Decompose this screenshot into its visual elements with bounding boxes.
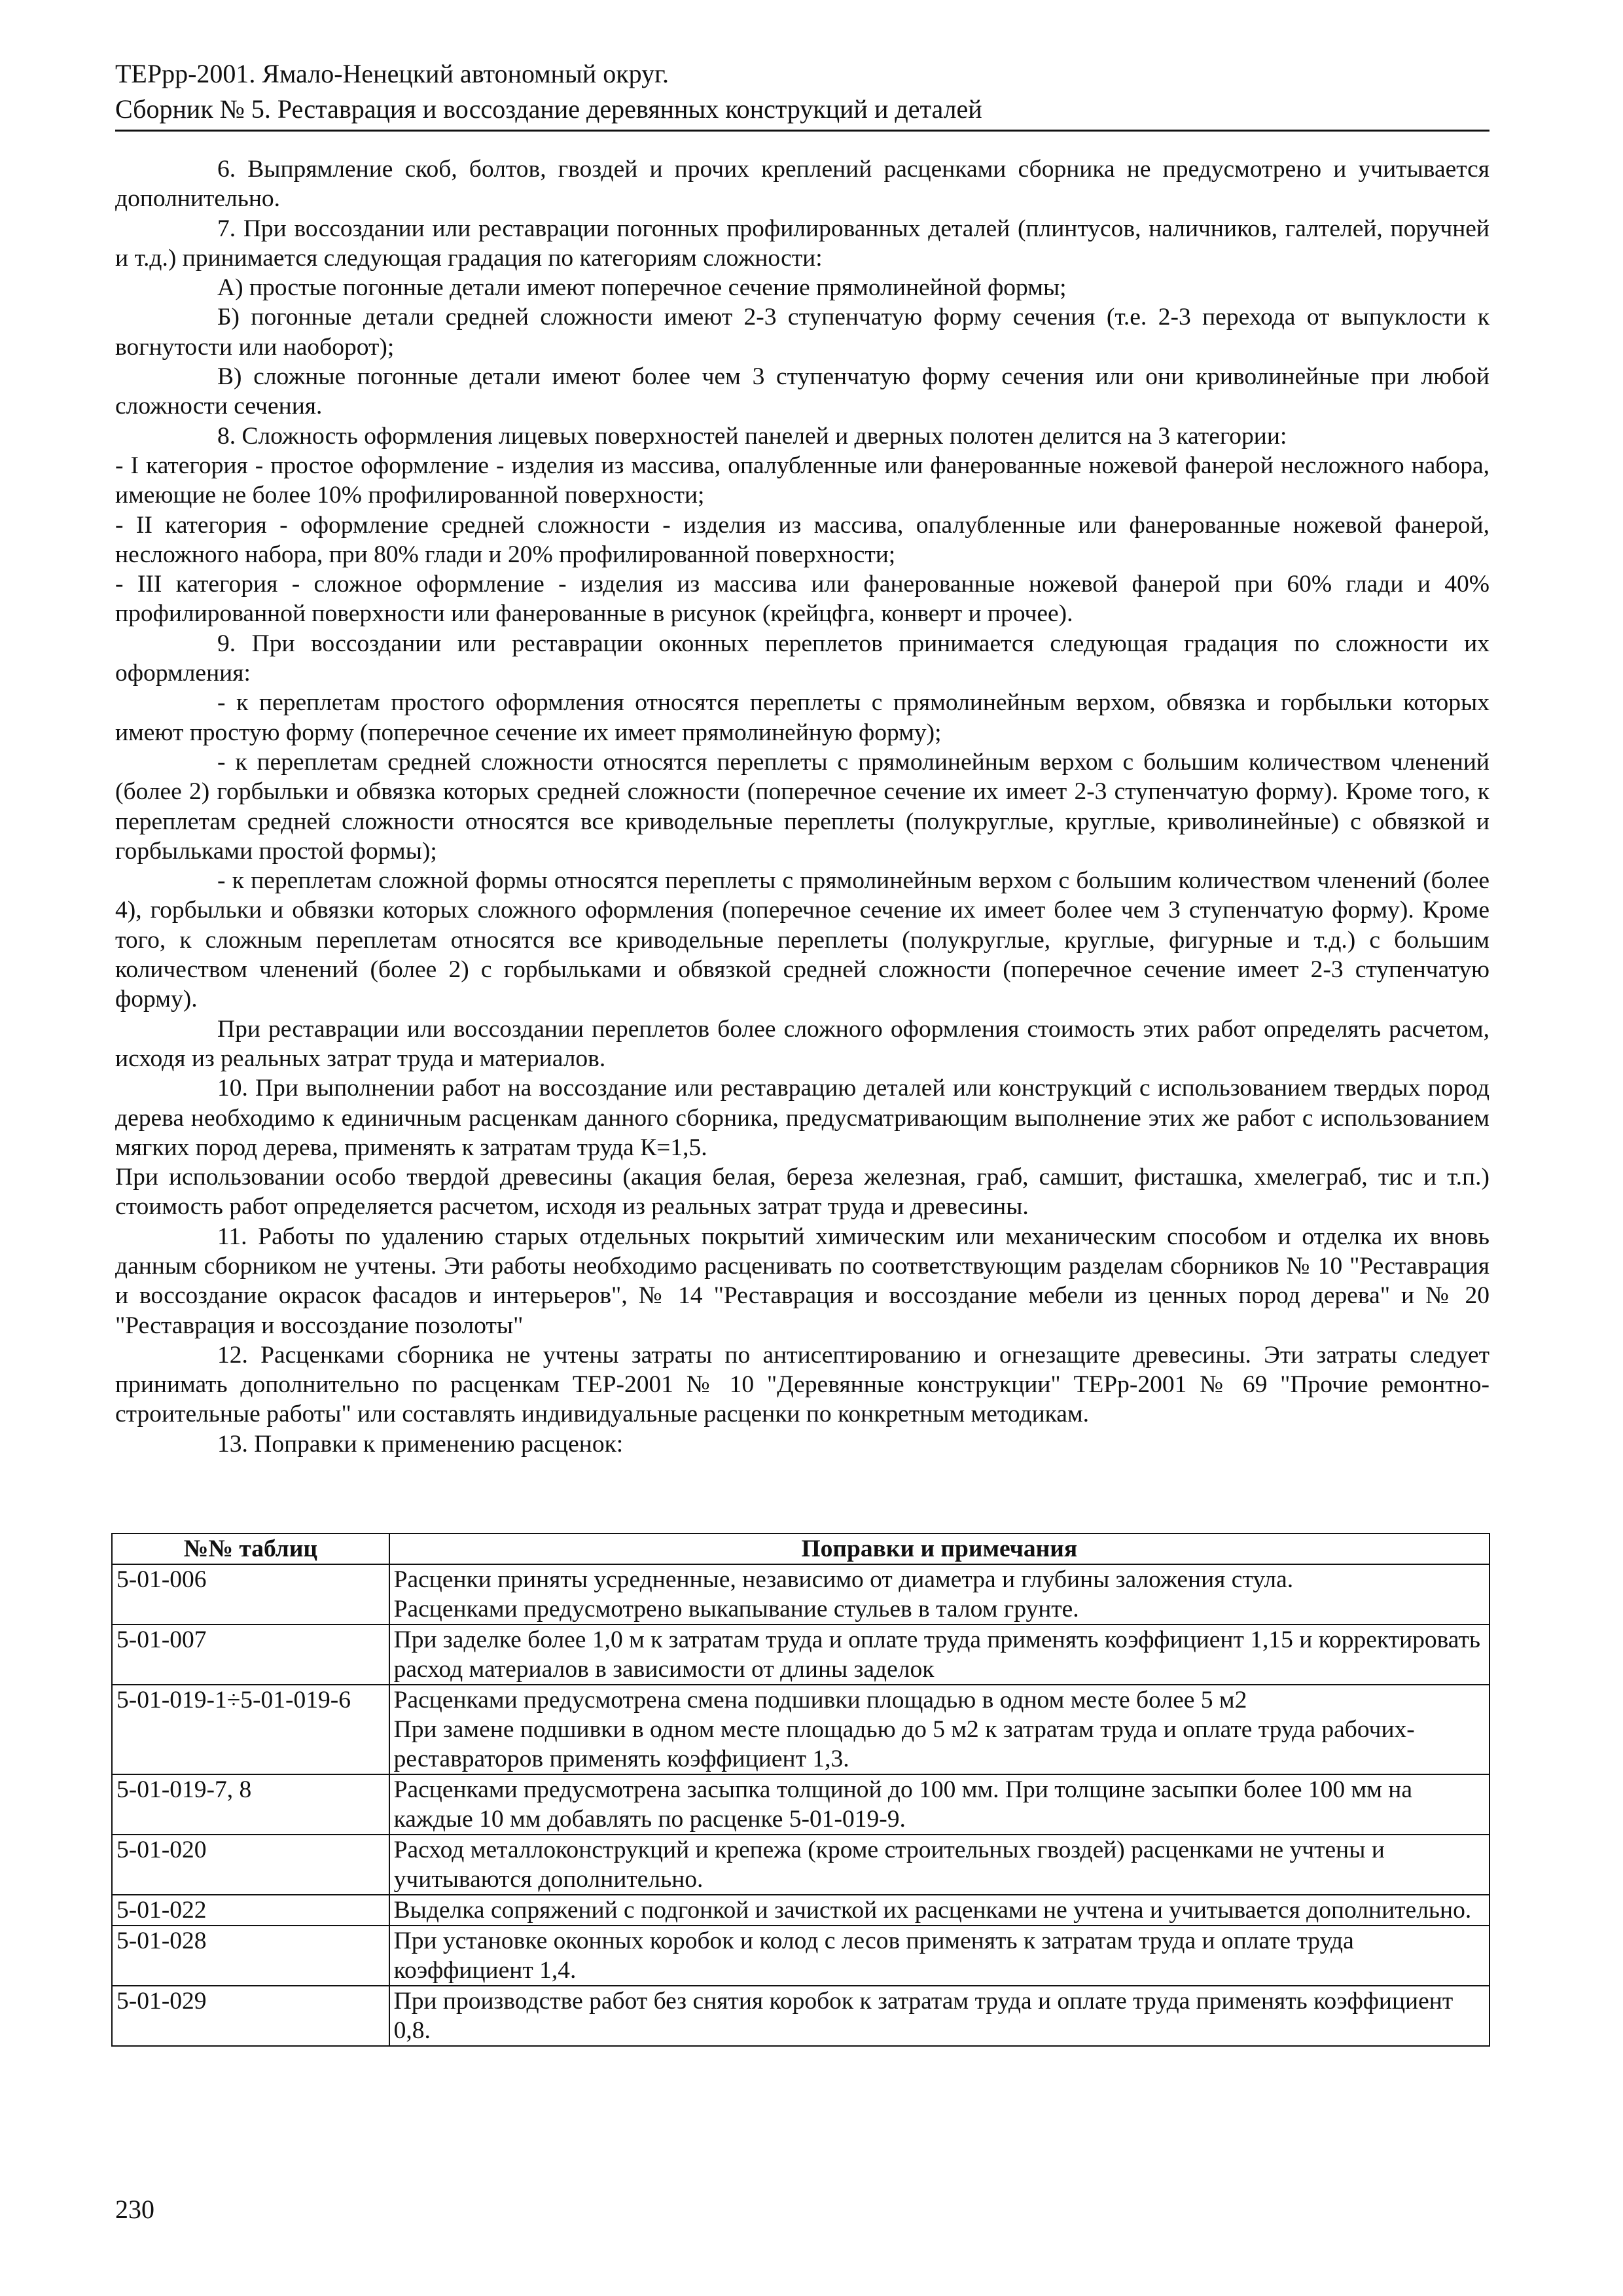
paragraph-10: 10. При выполнении работ на воссоздание или реставрацию деталей или конструкций с использованием твердых пород дерева необходимо к единичным расценкам данного сборника, предусматривающим выполнение этих же работ с использованием мягких пород дерева, применять к затратам труда К=1,5. [115,1075,1489,1161]
table-code-cell: 5-01-022 [112,1895,389,1926]
table-note-line: При заделке более 1,0 м к затратам труда и оплате труда применять коэффициент 1,15 и корректировать расход материалов в зависимости от длины заделок [393,1626,1480,1683]
table-code-cell: 5-01-029 [112,1986,389,2046]
table-note-cell [389,1774,1489,1835]
body-text [115,154,1489,1459]
table-note-line: При производстве работ без снятия коробок к затратам труда и оплате труда применять коэффициент 0,8. [393,1988,1454,2044]
page-number: 230 [115,2195,154,2224]
table-note-cell [389,1624,1489,1685]
table-note-cell [389,1685,1489,1774]
paragraph-7-b: Б) погонные детали средней сложности имеют 2-3 ступенчатую форму сечения (т.е. 2-3 перехода от выпуклости к вогнутости или наоборот); [115,304,1489,361]
paragraph-7: 7. При воссоздании или реставрации погонных профилированных деталей (плинтусов, наличников, галтелей, поручней и т.д.) принимается следующая градация по категориям сложности: [115,215,1489,272]
header-line-2: Сборник № 5. Реставрация и воссоздание деревянных конструкций и деталей [115,94,982,124]
table-row [112,1564,1489,1624]
table-code-cell: 5-01-006 [112,1564,389,1624]
table-row [112,1926,1489,1986]
table-note-cell [389,1835,1489,1895]
table-note-line: Расценками предусмотрена смена подшивки площадью в одном месте более 5 м2 [393,1687,1247,1713]
paragraph-9-note: При реставрации или воссоздании переплетов более сложного оформления стоимость этих работ определять расчетом, исходя из реальных затрат труда и материалов. [115,1015,1489,1072]
table-note-line: Расход металлоконструкций и крепежа (кроме строительных гвоздей) расценками не учтены и учитываются дополнительно. [393,1837,1385,1893]
paragraph-12: 12. Расценками сборника не учтены затраты по антисептированию и огнезащите древесины. Эти затраты следует принимать дополнительно по расценкам ТЕР-2001 № 10 "Деревянные конструкции" ТЕРр-2001 № 69 "Прочие ремонтно-строительные работы" или составлять индивидуальные расценки по конкретным методикам. [115,1341,1489,1428]
table-row [112,1986,1489,2046]
table-row [112,1895,1489,1926]
table-row [112,1774,1489,1835]
table-row [112,1685,1489,1774]
paragraph-11: 11. Работы по удалению старых отдельных покрытий химическим или механическим способом и отделка их вновь данным сборником не учтены. Эти работы необходимо расценивать по соответствующим разделам сборников № 10 "Реставрация и воссоздание окрасок фасадов и интерьеров", № 14 "Реставрация и воссоздание мебели из ценных пород дерева" и № 20 "Реставрация и воссоздание позолоты" [115,1223,1489,1339]
paragraph-9: 9. При воссоздании или реставрации оконных переплетов принимается следующая градация по сложности их оформления: [115,630,1489,687]
paragraph-8-cat-3: - III категория - сложное оформление - изделия из массива или фанерованные ножевой фанерой при 60% глади и 40% профилированной поверхности или фанерованные в рисунок (крейцфга, конверт и прочее). [115,571,1489,628]
paragraph-8-cat-2: - II категория - оформление средней сложности - изделия из массива, опалубленные или фанерованные ножевой фанерой, несложного набора, при 80% глади и 20% профилированной поверхности; [115,511,1489,568]
table-code-cell: 5-01-007 [112,1624,389,1685]
table-row [112,1835,1489,1895]
paragraph-9-simple: - к переплетам простого оформления относятся переплеты с прямолинейным верхом, обвязка и горбыльки которых имеют простую форму (поперечное сечение их имеет прямолинейную форму); [115,689,1489,746]
table-note-line: Выделка сопряжений с подгонкой и зачисткой их расценками не учтена и учитывается дополнительно. [393,1897,1472,1924]
table-note-cell [389,1564,1489,1624]
paragraph-9-medium: - к переплетам средней сложности относятся переплеты с прямолинейным верхом с большим количеством членений (более 2) горбыльки и обвязка которых средней сложности (поперечное сечение их имеет 2-3 ступенчатую форму). Кроме того, к переплетам средней сложности относятся все криводельные переплеты (полукруглые, круглые, криволинейные) с обвязкой и горбыльками простой формы); [115,748,1489,865]
column-header-tables: №№ таблиц [112,1534,389,1564]
table-note-cell [389,1926,1489,1986]
table-note-line: При замене подшивки в одном месте площадью до 5 м2 к затратам труда и оплате труда рабочих-реставраторов применять коэффициент 1,3. [393,1716,1415,1772]
table-note-line: При установке оконных коробок и колод с лесов применять к затратам труда и оплате труда коэффициент 1,4. [393,1928,1354,1984]
running-header [115,56,1489,132]
table-note-cell [389,1895,1489,1926]
paragraph-13: 13. Поправки к применению расценок: [217,1430,624,1458]
corrections-table [111,1533,1490,2047]
header-line-1: ТЕРрр-2001. Ямало-Ненецкий автономный округ. [115,59,669,88]
table-code-cell: 5-01-019-7, 8 [112,1774,389,1835]
paragraph-6: 6. Выпрямление скоб, болтов, гвоздей и прочих креплений расценками сборника не предусмотрено и учитывается дополнительно. [115,156,1489,213]
paragraph-7-a: А) простые погонные детали имеют поперечное сечение прямолинейной формы; [217,274,1067,302]
table-note-line: Расценками предусмотрено выкапывание стульев в талом грунте. [393,1596,1079,1623]
table-code-cell: 5-01-020 [112,1835,389,1895]
paragraph-8: 8. Сложность оформления лицевых поверхностей панелей и дверных полотен делится на 3 категории: [217,422,1287,450]
table-note-cell [389,1986,1489,2046]
table-header-row [112,1534,1489,1564]
table-note-line: Расценки приняты усредненные, независимо от диаметра и глубины заложения стула. [393,1566,1294,1593]
paragraph-8-cat-1: - I категория - простое оформление - изделия из массива, опалубленные или фанерованные ножевой фанерой несложного набора, имеющие не более 10% профилированной поверхности; [115,452,1489,509]
paragraph-10-note: При использовании особо твердой древесины (акация белая, береза железная, граб, самшит, фисташка, хмелеграб, тис и т.п.) стоимость работ определяется расчетом, исходя из реальных затрат труда и древесины. [115,1164,1489,1221]
table-code-cell: 5-01-028 [112,1926,389,1986]
table-note-line: Расценками предусмотрена засыпка толщиной до 100 мм. При толщине засыпки более 100 мм на каждые 10 мм добавлять по расценке 5-01-019-9. [393,1776,1413,1833]
paragraph-7-c: В) сложные погонные детали имеют более чем 3 ступенчатую форму сечения или они криволинейные при любой сложности сечения. [115,363,1489,420]
column-header-notes: Поправки и примечания [389,1534,1489,1564]
paragraph-9-complex: - к переплетам сложной формы относятся переплеты с прямолинейным верхом с большим количеством членений (более 4), горбыльки и обвязки которых сложного оформления (поперечное сечение их имеет более чем 3 ступенчатую форму). Кроме того, к сложным переплетам относятся все криводельные переплеты (полукруглые, круглые, фигурные и т.д.) с большим количеством членений (более 2) с горбыльками и обвязкой средней сложности (поперечное сечение имеет 2-3 ступенчатую форму). [115,867,1489,1013]
table-code-cell: 5-01-019-1÷5-01-019-6 [112,1685,389,1774]
table-row [112,1624,1489,1685]
